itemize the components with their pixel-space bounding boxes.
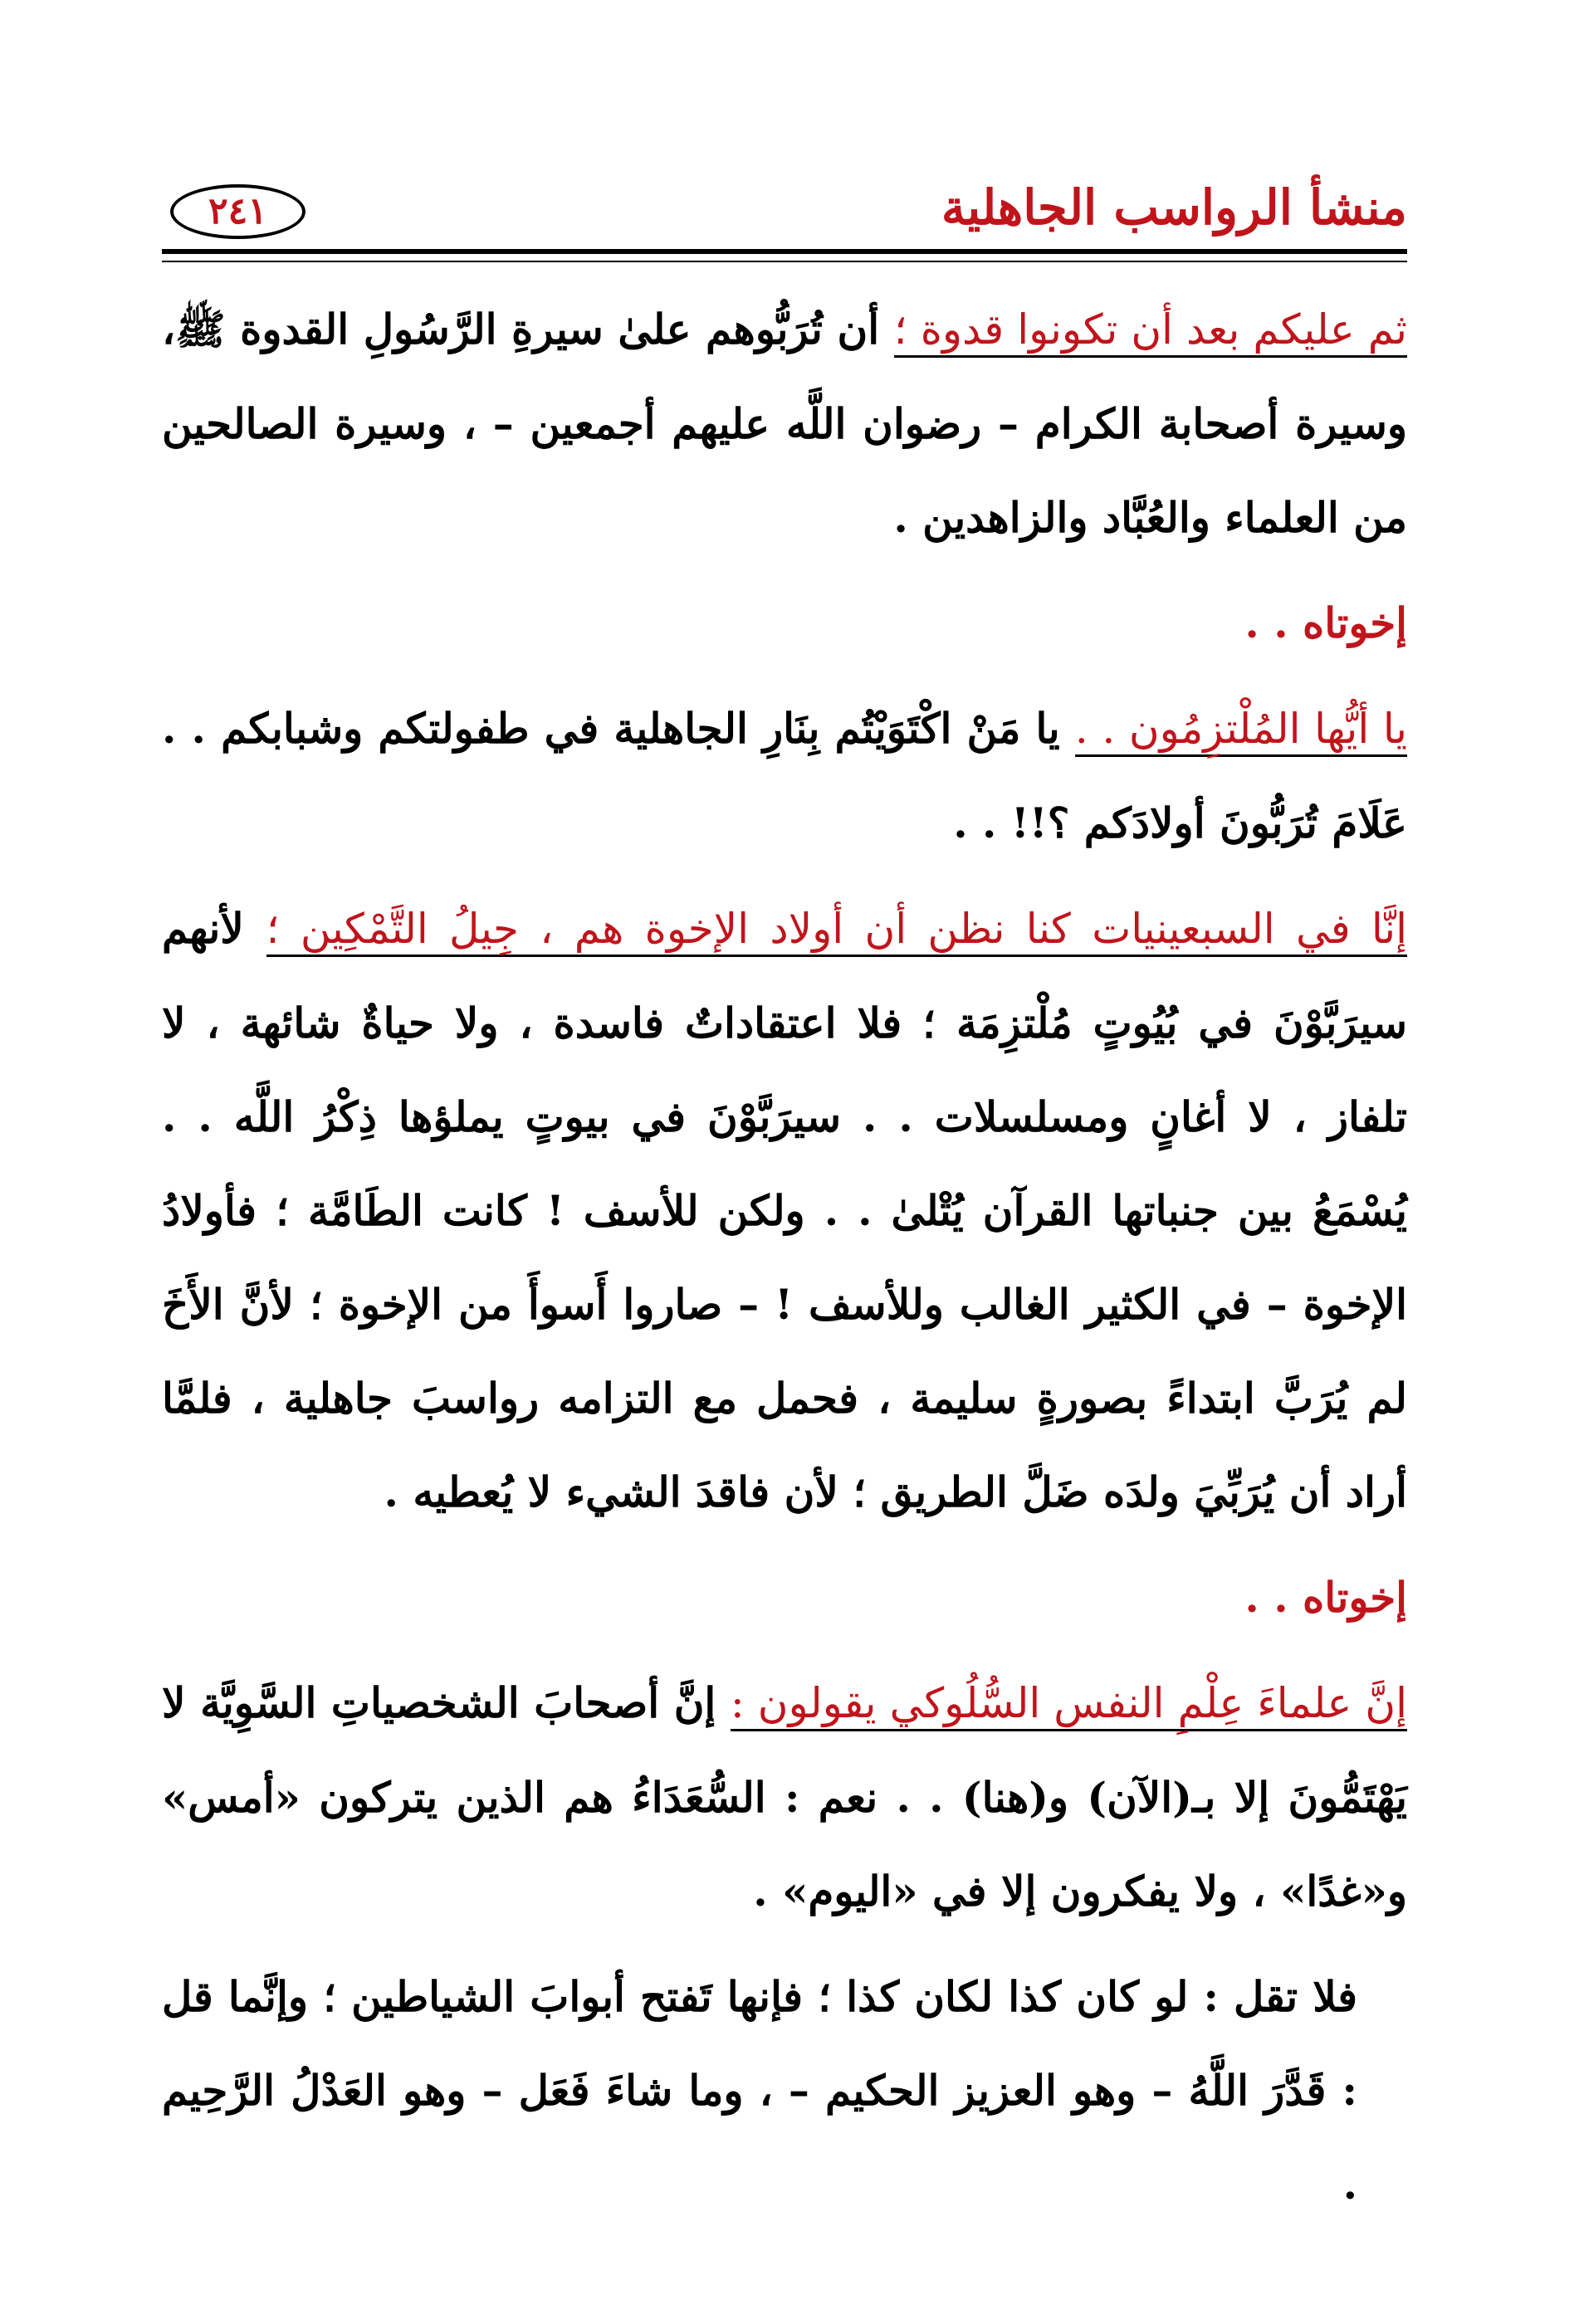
heading-brothers-1: إخوتاه . . bbox=[1244, 598, 1407, 647]
body-text bbox=[162, 282, 1407, 2231]
paragraph-3-highlight: إنَّا في السبعينيات كنا نظن أن أولاد الإخوة هم ، جِيلُ التَّمْكِين ؛ bbox=[266, 905, 1407, 957]
paragraph-3-text: لأنهم سيرَبَّوْنَ في بُيُوتٍ مُلْتزِمَة ؛ فلا اعتقاداتٌ فاسدة ، ولا حياةٌ شائهة ، لا تلفاز ، لا أغانٍ ومسلسلات . . سيرَبَّوْنَ في بيوتٍ يملؤها ذِكْرُ اللَّه . . يُسْمَعُ بين جنباتها القرآن يُتْلىٰ . . ولكن للأسف ! كانت الطَامَّة ؛ فأولادُ الإخوة – في الكثير الغالب وللأسف ! – صاروا أَسوأَ من الإخوة ؛ لأنَّ الأَخَ لم يُرَبَّ ابتداءً بصورةٍ سليمة ، فحمل مع التزامه رواسبَ جاهلية ، فلمَّا أراد أن يُرَبِّيَ ولدَه ضَلَّ الطريق ؛ لأن فاقدَ الشيء لا يُعطيه . bbox=[162, 904, 1407, 1516]
paragraph-4-highlight: إنَّ علماءَ عِلْمِ النفس السُّلُوكي يقولون : bbox=[731, 1679, 1407, 1731]
page-number-badge: ٢٤١ bbox=[170, 184, 306, 239]
paragraph-1 bbox=[162, 282, 1407, 564]
paragraph-2-text: يا مَنْ اكْتَوَيْتُم بِنَارِ الجاهلية في طفولتكم وشبابكم . . عَلَامَ تُرَبُّونَ أولادَكم ؟!! . . bbox=[162, 704, 1407, 847]
paragraph-2-highlight: يا أيُّها المُلْتزِمُون . . bbox=[1075, 705, 1407, 757]
paragraph-4 bbox=[162, 1656, 1407, 1938]
header-rule-thick bbox=[162, 249, 1407, 254]
page-header bbox=[162, 166, 1407, 257]
paragraph-5: فلا تقل : لو كان كذا لكان كذا ؛ فإنها تَفتح أبوابَ الشياطين ؛ وإنَّما قل : قَدَّرَ اللَّهُ – وهو العزيز الحكيم – ، وما شاءَ فَعَل – وهو العَدْلُ الرَّحِيم . bbox=[162, 1972, 1357, 2209]
paragraph-1-highlight: ثم عليكم بعد أن تكونوا قدوة ؛ bbox=[894, 305, 1407, 358]
paragraph-3 bbox=[162, 881, 1407, 1539]
paragraph-1-text: أن تُرَبُّوهم علىٰ سيرةِ الرَّسُولِ القدوة ﷺ، وسيرة أصحابة الكرام – رضوان اللَّه عليهم أجمعين – ، وسيرة الصالحين من العلماء والعُبَّاد والزاهدين . bbox=[162, 305, 1407, 542]
running-title: منشأ الرواسب الجاهلية bbox=[941, 179, 1407, 236]
header-rule-thin bbox=[162, 261, 1407, 262]
paragraph-2 bbox=[162, 681, 1407, 870]
heading-brothers-2: إخوتاه . . bbox=[1244, 1573, 1407, 1622]
paragraph-4-text: إنَّ أصحابَ الشخصياتِ السَّوِيَّة لا يَهْتَمُّونَ إلا بـ(الآن) و(هنا) . . نعم : السُّعَدَاءُ هم الذين يتركون «أمس» و«غدًا» ، ولا يفكرون إلا في «اليوم» . bbox=[162, 1678, 1407, 1916]
